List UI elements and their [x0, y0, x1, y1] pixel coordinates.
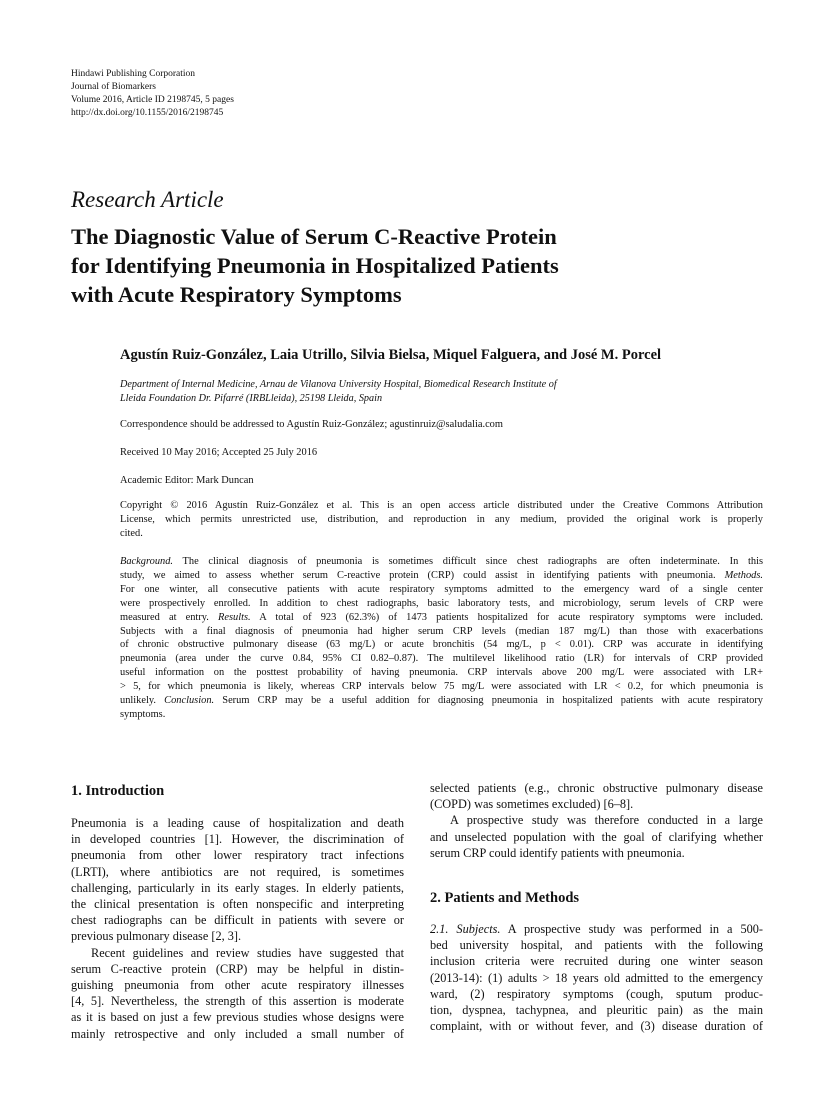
background-label: Background.: [120, 556, 173, 567]
copyright-line: cited.: [120, 527, 143, 539]
subjects-label: 2.1. Subjects.: [430, 922, 501, 937]
paragraph-line: (COPD) was sometimes excluded) [6–8].: [430, 797, 634, 812]
title-line: with Acute Respiratory Symptoms: [71, 282, 402, 307]
paragraph-line: as it is based on just a few previous studies whose designs were: [71, 1010, 404, 1025]
paragraph-line: ward, (2) respiratory symptoms (cough, sputum produc-: [430, 986, 763, 1001]
abstract-line: Background. The clinical diagnosis of pneumonia is sometimes difficult since chest radiographs are often indeterminate. In this: [120, 556, 763, 567]
paragraph-line: previous pulmonary disease [2, 3].: [71, 929, 242, 944]
copyright-line: License, which permits unrestricted use, distribution, and reproduction in any medium, provided the original work is properly: [120, 513, 763, 525]
paragraph-line: and unselected population with the goal of clarifying whether: [430, 829, 763, 844]
abstract-line: Subjects with a final diagnosis of pneumonia had higher serum CRP levels (median 187 mg/L) than those with exacerbations: [120, 625, 763, 637]
affiliation: [120, 378, 557, 406]
academic-editor: Academic Editor: Mark Duncan: [120, 475, 254, 486]
paragraph-line: challenging, particularly in its early stages. In elderly patients,: [71, 880, 404, 895]
journal-info: [71, 68, 234, 120]
paragraph-line: pneumonia from other lower respiratory tract infections: [71, 848, 404, 863]
correspondence: Correspondence should be addressed to Agustín Ruiz-González; agustinruiz@saludalia.com: [120, 419, 503, 430]
publisher: Hindawi Publishing Corporation: [71, 69, 196, 79]
paragraph-line: Pneumonia is a leading cause of hospitalization and death: [71, 816, 404, 830]
abstract-line: symptoms.: [120, 708, 166, 720]
section-heading-patients-methods: 2. Patients and Methods: [430, 890, 580, 907]
title-line: The Diagnostic Value of Serum C-Reactive Protein: [71, 224, 557, 249]
doi-link[interactable]: http://dx.doi.org/10.1155/2016/2198745: [71, 108, 224, 118]
abstract-line: unlikely. Conclusion. Serum CRP may be a useful addition for diagnosing pneumonia in hospitalized patients with acute respiratory: [120, 695, 763, 707]
right-column: [430, 780, 763, 1034]
paragraph-line: complaint, with or without fever, and (3) disease duration of: [430, 1019, 763, 1034]
authors: Agustín Ruiz-González, Laia Utrillo, Silvia Bielsa, Miquel Falguera, and José M. Porcel: [120, 347, 662, 363]
paragraph-line: serum CRP could identify patients with pneumonia.: [430, 845, 685, 860]
abstract-line: study, we aimed to assess whether serum C-reactive protein (CRP) could assist in identifying patients with pneumonia. Methods.: [120, 569, 763, 581]
journal-volume: Volume 2016, Article ID 2198745, 5 pages: [71, 95, 234, 105]
article-type: Research Article: [71, 187, 224, 212]
paragraph-line: in developed countries [1]. However, the discrimination of: [71, 832, 404, 847]
abstract-line: were prospectively enrolled. In addition to chest radiographs, basic laboratory tests, and microbiology, serum levels of CRP were: [120, 597, 763, 609]
paragraph-line: guishing pneumonia from other acute respiratory illnesses: [71, 978, 404, 993]
title-line: for Identifying Pneumonia in Hospitalized Patients: [71, 253, 559, 278]
paragraph-line: mainly retrospective and only included a small number of: [71, 1026, 404, 1041]
journal-name: Journal of Biomarkers: [71, 82, 156, 92]
abstract-line: For one winter, all consecutive patients with acute respiratory symptoms admitted to the emergency ward of a single center: [120, 583, 763, 595]
paragraph-line: chest radiographs can be difficult in patients with severe or: [71, 913, 404, 928]
abstract-line: useful information on the posttest probability of having pneumonia. CRP intervals above 200 mg/L were associated with LR+: [120, 667, 763, 679]
abstract-line: of chronic obstructive pulmonary disease (63 mg/L) or acute bronchitis (54 mg/L, p < 0.01). CRP was accurate in identifying: [120, 639, 763, 651]
abstract-line: pneumonia (area under the curve 0.84, 95% CI 0.82–0.87). The multilevel likelihood ratio (LR) for intervals of CRP provided: [120, 653, 763, 665]
abstract-line: measured at entry. Results. A total of 923 (62.3%) of 1473 patients hospitalized for acute respiratory symptoms were included.: [120, 611, 763, 623]
methods-label: Methods.: [724, 569, 763, 581]
paragraph-line: (LRTI), where antibiotics are not required, is sometimes: [71, 864, 404, 879]
affiliation-line: Department of Internal Medicine, Arnau de Vilanova University Hospital, Biomedical Research Institute of: [120, 379, 557, 390]
abstract: [120, 555, 763, 722]
paragraph-line: serum C-reactive protein (CRP) may be helpful in distin-: [71, 961, 404, 976]
paragraph-line: selected patients (e.g., chronic obstructive pulmonary disease: [430, 781, 763, 795]
paragraph-line: tion, dyspnea, tachypnea, and pleuritic pain) as the main: [430, 1003, 763, 1018]
results-label: Results.: [218, 611, 251, 623]
copyright: [120, 499, 763, 541]
left-column: [71, 781, 404, 1042]
paragraph-line: the clinical presentation is often nonspecific and interpreting: [71, 897, 404, 912]
article-title: [71, 222, 559, 309]
section-heading-introduction: 1. Introduction: [71, 783, 165, 799]
abstract-line: > 5, for which pneumonia is likely, whereas CRP intervals below 75 mg/L were associated with LR < 0.2, for which pneumonia is: [120, 681, 763, 693]
affiliation-line: Lleida Foundation Dr. Pifarré (IRBLleida), 25198 Lleida, Spain: [120, 393, 383, 404]
paragraph-line: Recent guidelines and review studies have suggested that: [91, 945, 404, 960]
paragraph-line: (2013-14): (1) adults > 18 years old admitted to the emergency: [430, 970, 763, 985]
paragraph-line: bed university hospital, and patients with the following: [430, 938, 763, 953]
paragraph-line: [4, 5]. Nevertheless, the strength of this assertion is moderate: [71, 994, 404, 1009]
conclusion-label: Conclusion.: [164, 695, 215, 707]
copyright-line: Copyright © 2016 Agustín Ruiz-González et al. This is an open access article distributed under the Creative Commons Attribution: [120, 500, 763, 511]
paragraph-line: 2.1. Subjects. A prospective study was performed in a 500-: [430, 922, 763, 937]
paragraph-line: A prospective study was therefore conducted in a large: [450, 813, 763, 828]
received-dates: Received 10 May 2016; Accepted 25 July 2016: [120, 447, 318, 458]
paragraph-line: inclusion criteria were recruited during one winter season: [430, 954, 763, 969]
